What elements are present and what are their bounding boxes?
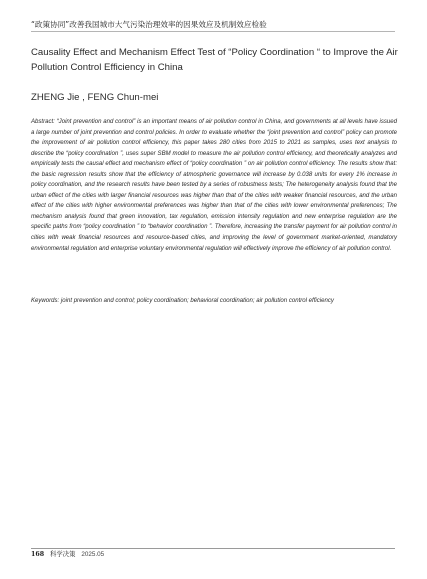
page-number: 168 [31, 551, 45, 558]
keywords-text: joint prevention and control; policy coordination; behavioral coordination; air pollution control efficiency [60, 298, 334, 304]
article-authors: ZHENG Jie , FENG Chun-mei [31, 92, 159, 103]
keywords-line [31, 296, 397, 306]
footer-divider [31, 548, 395, 549]
running-header: “政策协同”改善我国城市大气污染治理效率的因果效应及机制效应检验 [31, 20, 267, 29]
page-footer [31, 551, 231, 559]
issue-date: 2025.05 [81, 551, 105, 558]
article-title: Causality Effect and Mechanism Effect Test of “Policy Coordination “ to Improve the Air Pollution Control Efficiency in China [31, 47, 398, 73]
keywords-label: Keywords: [31, 298, 60, 304]
abstract-text: “Joint prevention and control” is an important means of air pollution control in China, and governments at all levels have issued a large number of joint prevention and control policies. In order to evaluate whether the “joint prevention and control” policy can promote the improvement of air pollution control efficiency, this paper takes 280 cities from 2015 to 2021 as samples, uses text analysis to describe the “policy coordination ”, uses super SBM model to measure the air pollution control efficiency, and theoretically analyzes and empirically tests the causal effect and mechanism effect of “policy coordination ” on air pollution control efficiency. The results show that: the basic regression results show that the efficiency of atmospheric governance will increase by 0.038 units for every 1% increase in policy coordination, and the research results have been tested by a series of robustness tests; The heterogeneity analysis found that the urban effect of the cities with larger financial resources was higher than that of the cities with weaker financial resources, and the urban effect of the cities with higher environmental preferences was higher than that of the cities with lower environmental preferences; The mechanism analysis found that green innovation, tax regulation, emission intensity regulation and new enterprise regulation are the specific paths from “policy coordination ” to “behavior coordination ”. Therefore, increasing the transfer payment for air pollution control in cities with weak financial resources and resource-based cities, and improving the level of government market-oriented, mandatory environmental regulation and enterprise voluntary environmental regulation will effectively improve the efficiency of air pollution control. [31, 119, 397, 252]
header-divider [31, 31, 395, 32]
abstract-label: Abstract: [31, 119, 55, 125]
journal-name: 科学决策 [50, 551, 76, 558]
abstract-paragraph [31, 117, 397, 254]
